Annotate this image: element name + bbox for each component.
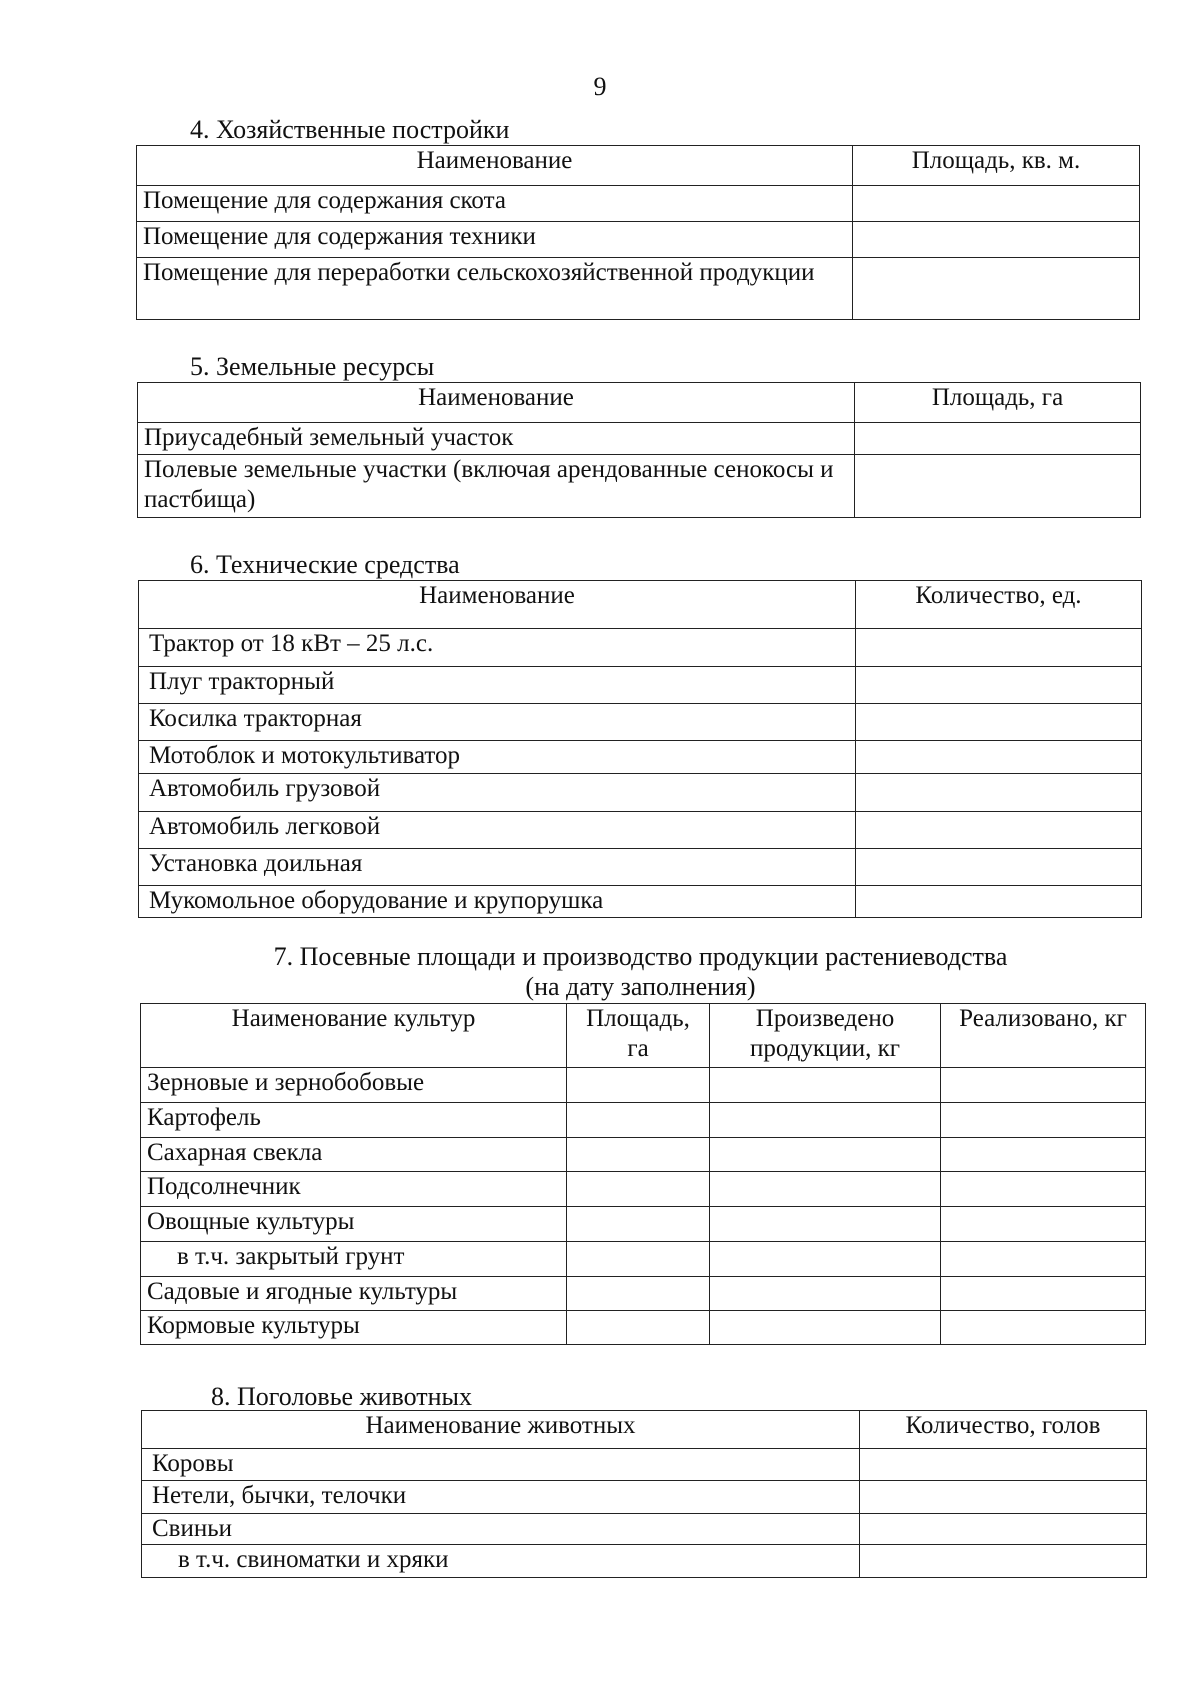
table-row (138, 423, 1141, 455)
column-header-name: Наименование (137, 146, 853, 186)
column-header-area: Площадь, га (567, 1004, 710, 1068)
area-input-cell[interactable] (855, 423, 1141, 455)
section-7-title: 7. Посевные площади и производство продукции растениеводства (273, 942, 1008, 971)
produced-input-cell[interactable] (710, 1277, 941, 1311)
row-label: Установка доильная (139, 849, 856, 886)
table-row (139, 667, 1142, 704)
count-input-cell[interactable] (860, 1449, 1147, 1481)
row-label: Приусадебный земельный участок (138, 423, 855, 455)
table-row (142, 1545, 1147, 1578)
sold-input-cell[interactable] (941, 1242, 1146, 1277)
column-header-animal: Наименование животных (142, 1411, 860, 1449)
row-label: Полевые земельные участки (включая арендованные сенокосы и пастбища) (138, 455, 855, 518)
produced-input-cell[interactable] (710, 1103, 941, 1138)
table-row (141, 1277, 1146, 1311)
count-input-cell[interactable] (860, 1545, 1147, 1578)
column-header-count: Количество, голов (860, 1411, 1147, 1449)
quantity-input-cell[interactable] (856, 812, 1142, 849)
table-row (142, 1449, 1147, 1481)
count-input-cell[interactable] (860, 1481, 1147, 1514)
row-label: Косилка тракторная (139, 704, 856, 741)
area-input-cell[interactable] (853, 258, 1140, 320)
produced-input-cell[interactable] (710, 1068, 941, 1103)
row-label: Помещение для содержания техники (137, 222, 853, 258)
quantity-input-cell[interactable] (856, 886, 1142, 918)
produced-input-cell[interactable] (710, 1138, 941, 1172)
table-row (141, 1068, 1146, 1103)
table-row (137, 186, 1140, 222)
table-row (139, 774, 1142, 812)
produced-input-cell[interactable] (710, 1311, 941, 1345)
quantity-input-cell[interactable] (856, 704, 1142, 741)
area-input-cell[interactable] (567, 1103, 710, 1138)
quantity-input-cell[interactable] (856, 667, 1142, 704)
area-input-cell[interactable] (567, 1277, 710, 1311)
row-label: в т.ч. свиноматки и хряки (142, 1545, 860, 1578)
table-row (137, 258, 1140, 320)
row-label: в т.ч. закрытый грунт (141, 1242, 567, 1277)
area-input-cell[interactable] (567, 1207, 710, 1242)
area-input-cell[interactable] (567, 1172, 710, 1207)
row-label: Плуг тракторный (139, 667, 856, 704)
column-header-produced: Произведено продукции, кг (710, 1004, 941, 1068)
row-label: Овощные культуры (141, 1207, 567, 1242)
table-row (139, 849, 1142, 886)
row-label: Садовые и ягодные культуры (141, 1277, 567, 1311)
table-row (139, 741, 1142, 774)
table-row (141, 1311, 1146, 1345)
quantity-input-cell[interactable] (856, 774, 1142, 812)
row-label: Свиньи (142, 1514, 860, 1545)
row-label: Трактор от 18 кВт – 25 л.с. (139, 629, 856, 667)
area-input-cell[interactable] (853, 222, 1140, 258)
count-input-cell[interactable] (860, 1514, 1147, 1545)
row-label: Автомобиль грузовой (139, 774, 856, 812)
area-input-cell[interactable] (855, 455, 1141, 518)
row-label: Картофель (141, 1103, 567, 1138)
table-row (139, 704, 1142, 741)
sold-input-cell[interactable] (941, 1311, 1146, 1345)
column-header-name: Наименование (138, 383, 855, 423)
equipment-table (138, 580, 1142, 918)
table-row (141, 1172, 1146, 1207)
table-row (142, 1514, 1147, 1545)
row-label: Помещение для переработки сельскохозяйственной продукции (137, 258, 853, 320)
column-header-crop: Наименование культур (141, 1004, 567, 1068)
row-label: Зерновые и зернобобовые (141, 1068, 567, 1103)
table-row (141, 1138, 1146, 1172)
crops-table (140, 1003, 1146, 1345)
row-label: Помещение для содержания скота (137, 186, 853, 222)
table-row (141, 1103, 1146, 1138)
column-header-quantity: Количество, ед. (856, 581, 1142, 629)
section-5-title: 5. Земельные ресурсы (190, 352, 435, 381)
table-row (139, 886, 1142, 918)
sold-input-cell[interactable] (941, 1277, 1146, 1311)
row-label: Коровы (142, 1449, 860, 1481)
sold-input-cell[interactable] (941, 1103, 1146, 1138)
livestock-table (141, 1410, 1147, 1578)
table-row (139, 812, 1142, 849)
area-input-cell[interactable] (567, 1138, 710, 1172)
table-row (137, 222, 1140, 258)
area-input-cell[interactable] (567, 1311, 710, 1345)
sold-input-cell[interactable] (941, 1068, 1146, 1103)
table-row (142, 1481, 1147, 1514)
table-row (141, 1207, 1146, 1242)
area-input-cell[interactable] (567, 1068, 710, 1103)
table-row (141, 1242, 1146, 1277)
sold-input-cell[interactable] (941, 1138, 1146, 1172)
row-label: Сахарная свекла (141, 1138, 567, 1172)
produced-input-cell[interactable] (710, 1172, 941, 1207)
section-4-title: 4. Хозяйственные постройки (190, 115, 510, 144)
section-6-title: 6. Технические средства (190, 550, 460, 579)
quantity-input-cell[interactable] (856, 741, 1142, 774)
page-number: 9 (593, 72, 607, 101)
sold-input-cell[interactable] (941, 1172, 1146, 1207)
area-input-cell[interactable] (567, 1242, 710, 1277)
section-7-subtitle: (на дату заполнения) (525, 972, 756, 1001)
row-label: Мукомольное оборудование и крупорушка (139, 886, 856, 918)
produced-input-cell[interactable] (710, 1207, 941, 1242)
column-header-area: Площадь, кв. м. (853, 146, 1140, 186)
table-row (138, 455, 1141, 518)
row-label: Кормовые культуры (141, 1311, 567, 1345)
produced-input-cell[interactable] (710, 1242, 941, 1277)
column-header-sold: Реализовано, кг (941, 1004, 1146, 1068)
land-table (137, 382, 1141, 518)
column-header-name: Наименование (139, 581, 856, 629)
row-label: Автомобиль легковой (139, 812, 856, 849)
quantity-input-cell[interactable] (856, 849, 1142, 886)
row-label: Мотоблок и мотокультиватор (139, 741, 856, 774)
quantity-input-cell[interactable] (856, 629, 1142, 667)
table-row (139, 629, 1142, 667)
row-label: Нетели, бычки, телочки (142, 1481, 860, 1514)
area-input-cell[interactable] (853, 186, 1140, 222)
row-label: Подсолнечник (141, 1172, 567, 1207)
buildings-table (136, 145, 1140, 320)
column-header-area: Площадь, га (855, 383, 1141, 423)
section-8-title: 8. Поголовье животных (211, 1382, 472, 1411)
sold-input-cell[interactable] (941, 1207, 1146, 1242)
